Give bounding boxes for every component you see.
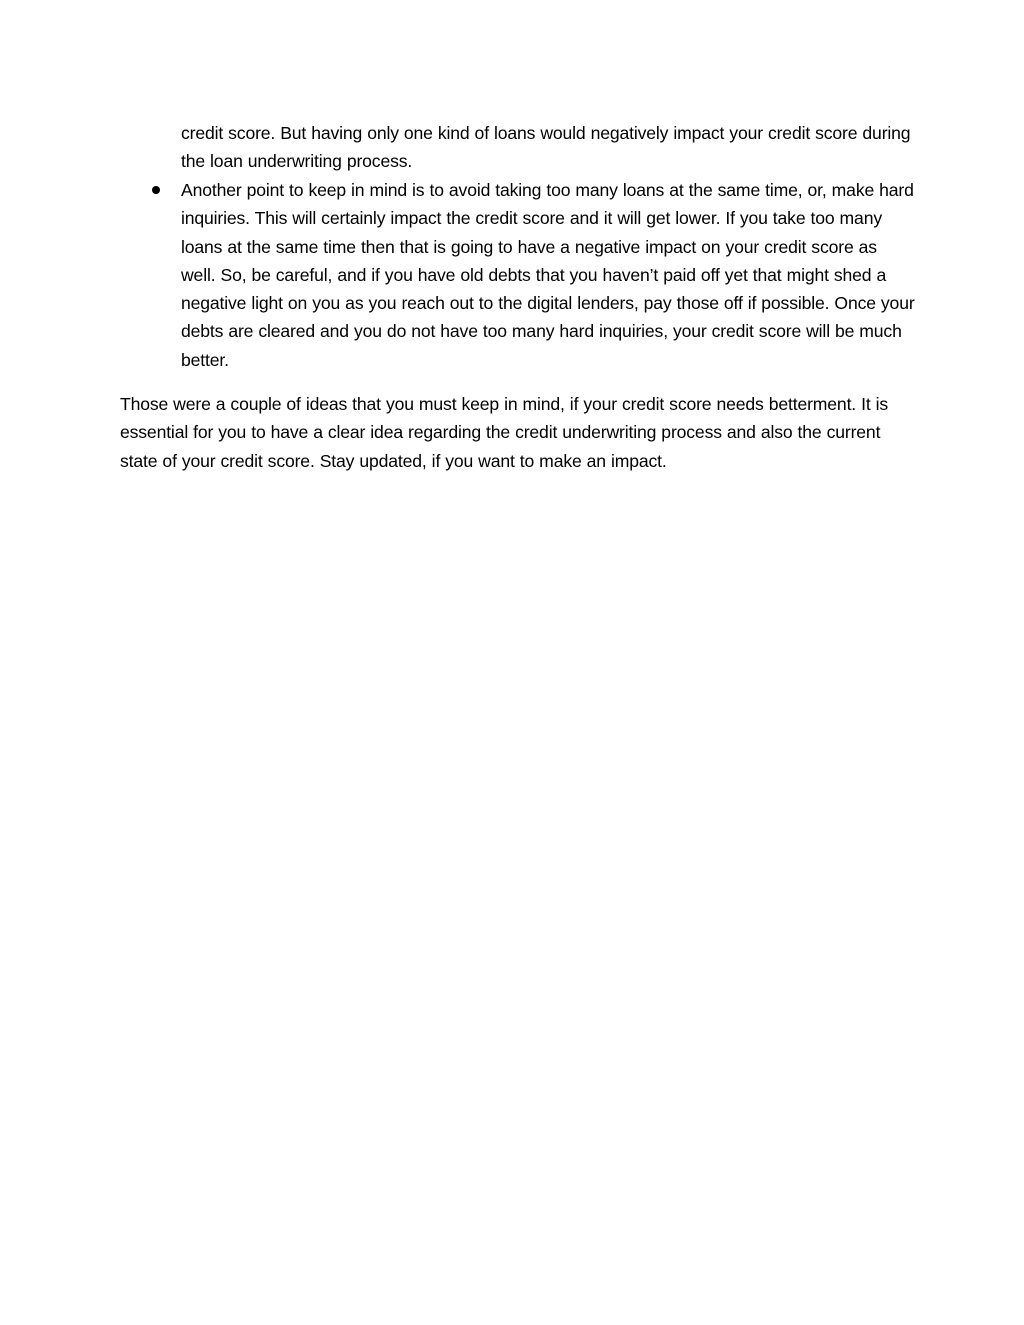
closing-paragraph: Those were a couple of ideas that you must keep in mind, if your credit score needs betterment. It is essential for you to have a clear idea regarding the credit underwriting process and also the current state of your credit score. Stay updated, if you want to make an impact. [120,394,888,471]
bullet-icon [150,176,166,204]
bullet-text: Another point to keep in mind is to avoid taking too many loans at the same time, or, make hard inquiries. This will certainly impact the credit score and it will get lower. If you take too many loans at the same time then that is going to have a negative impact on your credit score as well. So, be careful, and if you have old debts that you haven’t paid off yet that might shed a negative light on you as you reach out to the digital lenders, pay those off if possible. Once your debts are cleared and you do not have too many hard inquiries, your credit score will be much better. [181,180,915,370]
continuation-paragraph: credit score. But having only one kind of loans would negatively impact your credit score during the loan underwriting process. [181,123,911,172]
